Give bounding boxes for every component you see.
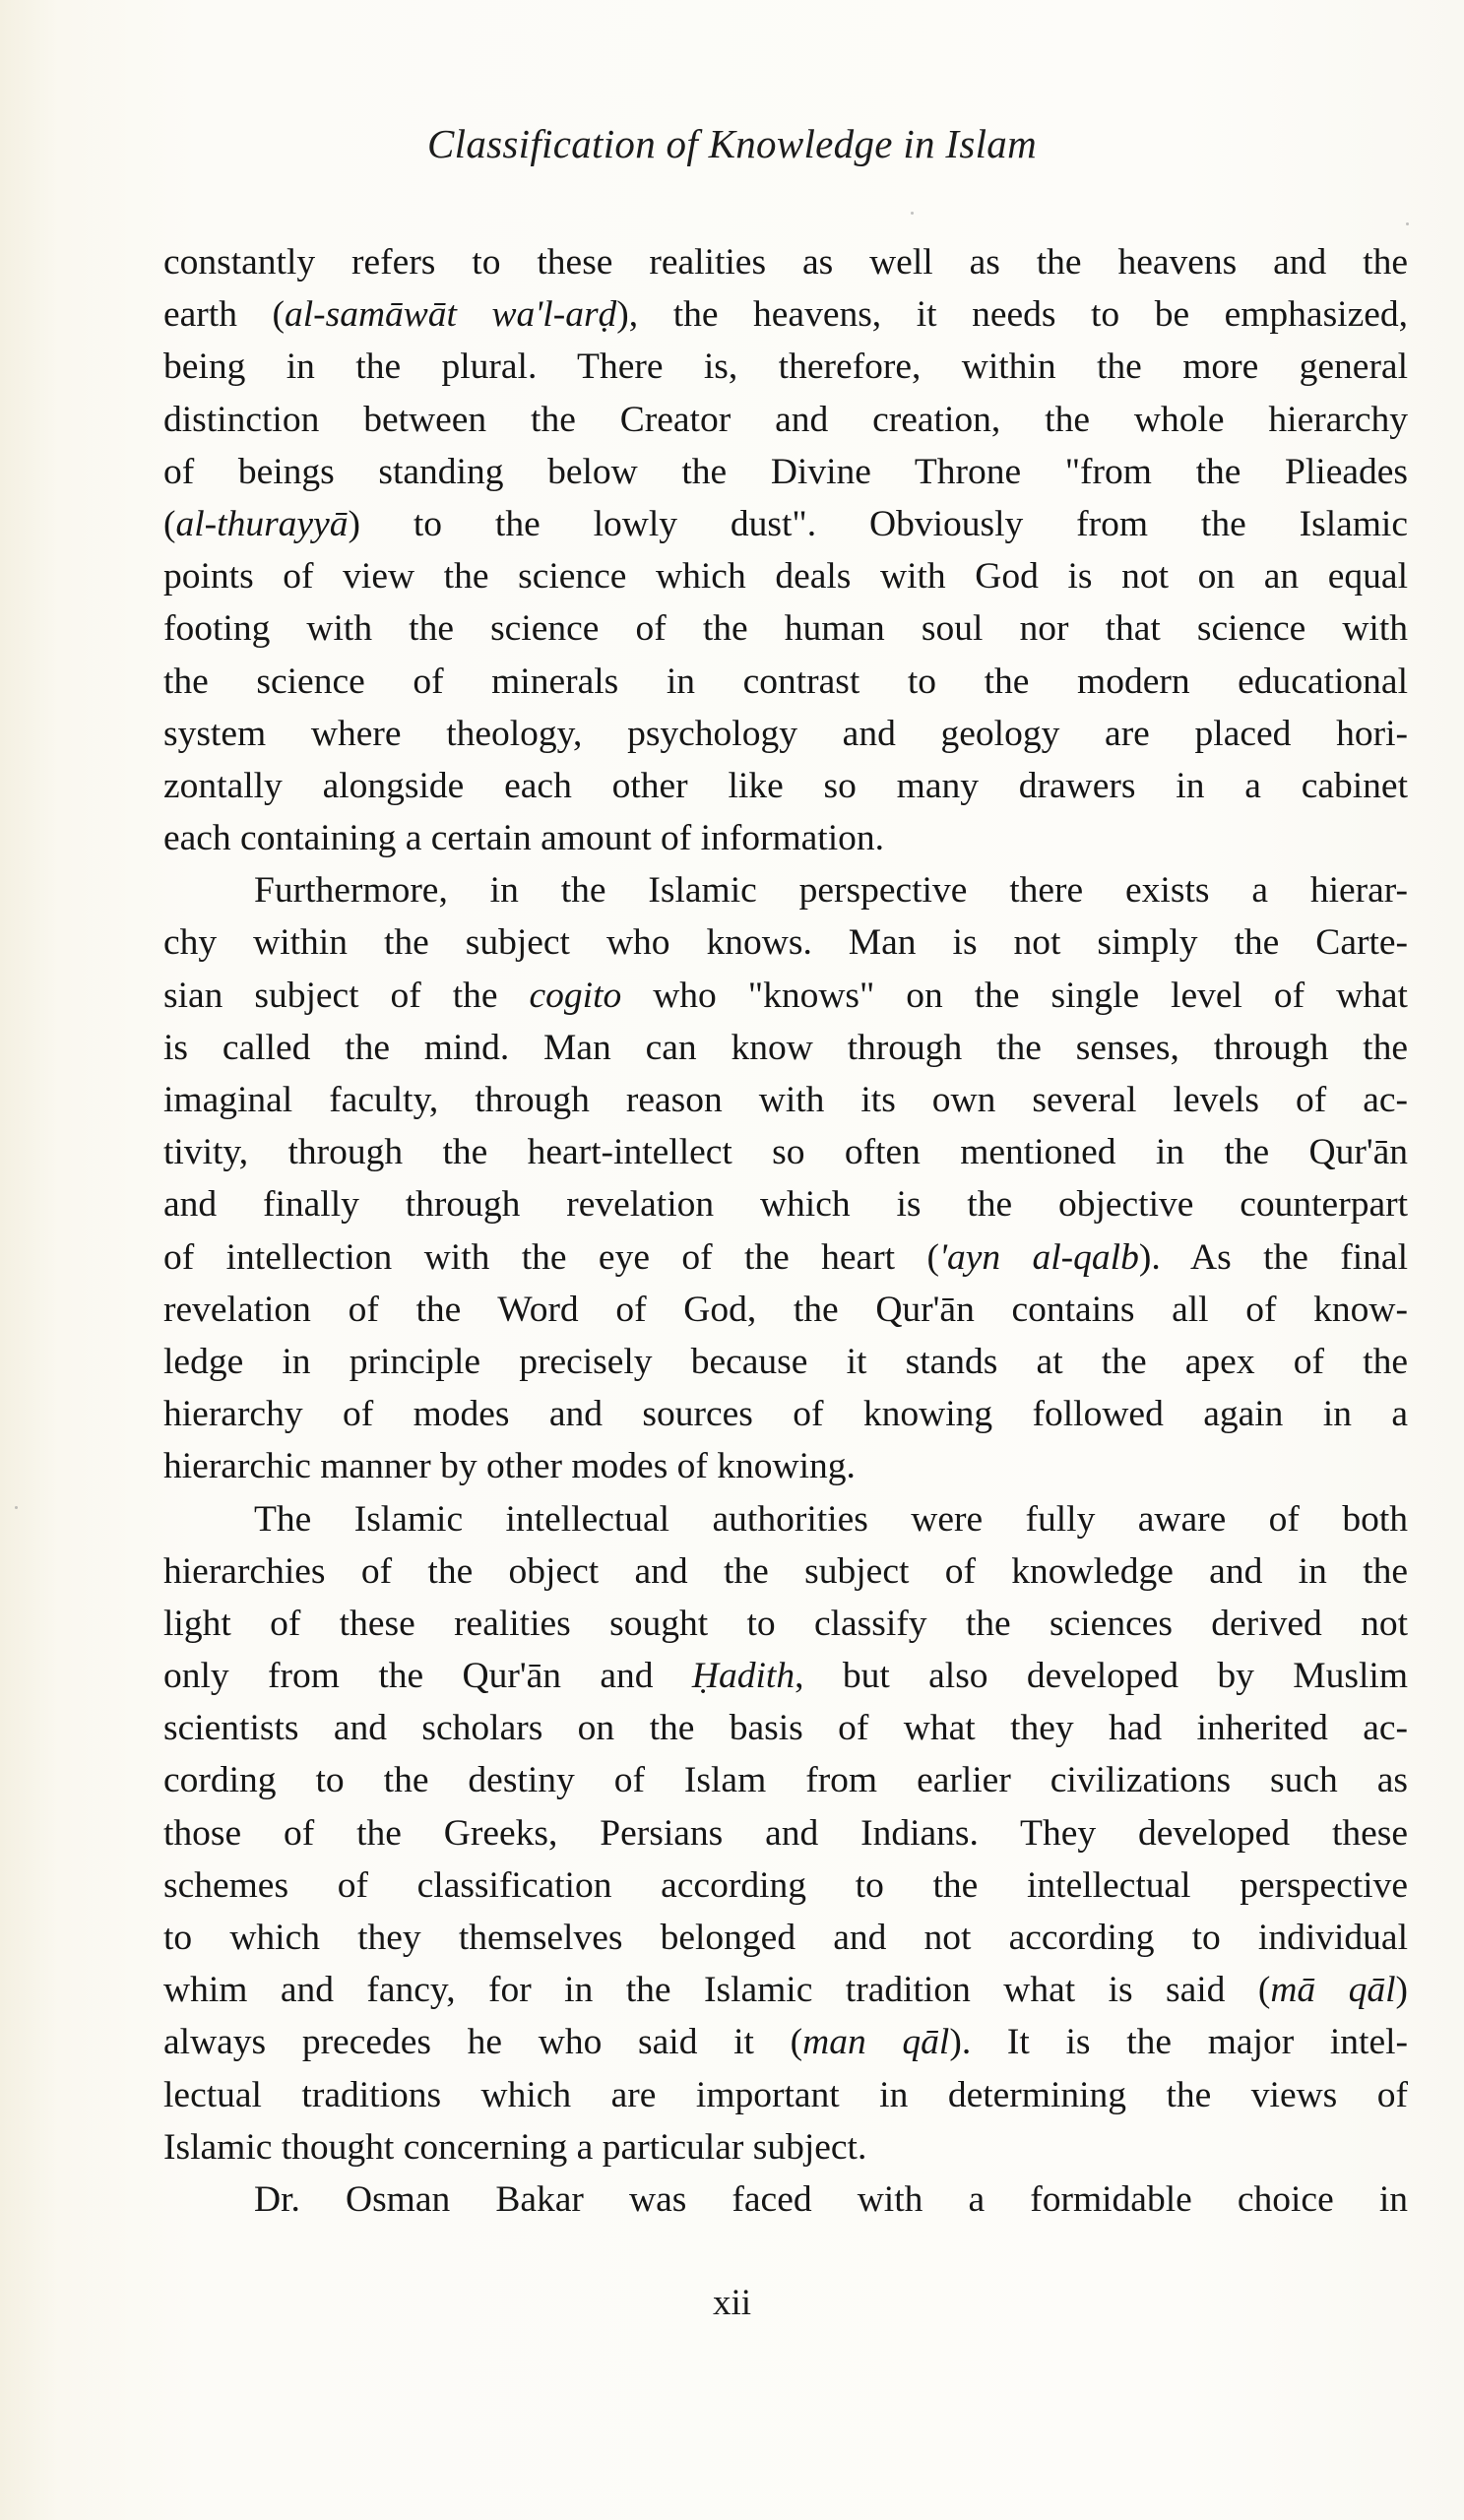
text-segment: cording to the destiny of Islam from earlier civilizations such as bbox=[163, 1760, 1408, 1801]
text-line bbox=[163, 656, 1408, 708]
italic-term: al-samāwāt wa'l-arḍ bbox=[284, 294, 617, 336]
text-line bbox=[163, 1284, 1408, 1336]
text-segment: sian subject of the bbox=[163, 975, 530, 1016]
text-line bbox=[163, 550, 1408, 602]
text-line bbox=[163, 708, 1408, 760]
text-line bbox=[163, 1440, 1408, 1492]
text-segment: and finally through revelation which is the objective counterpart bbox=[163, 1184, 1408, 1226]
page-number: xii bbox=[712, 2283, 752, 2323]
text-line bbox=[163, 760, 1408, 812]
text-segment: The Islamic intellectual authorities were fully aware of both bbox=[254, 1498, 1408, 1540]
text-line bbox=[163, 394, 1408, 446]
text-line bbox=[163, 970, 1408, 1022]
text-segment: zontally alongside each other like so many drawers in a cabinet bbox=[163, 765, 1408, 806]
italic-term: 'ayn al-qalb bbox=[938, 1236, 1139, 1278]
italic-term: man qāl bbox=[802, 2022, 950, 2063]
text-line bbox=[163, 236, 1408, 288]
text-line bbox=[163, 1388, 1408, 1440]
text-line bbox=[163, 2121, 1408, 2174]
text-segment: ) to the lowly dust". Obviously from the Islamic bbox=[348, 503, 1408, 544]
text-line bbox=[163, 1650, 1408, 1702]
text-line bbox=[163, 1807, 1408, 1859]
text-segment: constantly refers to these realities as well as the heavens and the bbox=[163, 242, 1408, 283]
text-segment: tivity, through the heart-intellect so often mentioned in the Qur'ān bbox=[163, 1132, 1408, 1173]
text-line bbox=[163, 2069, 1408, 2121]
text-segment: hierarchies of the object and the subject of knowledge and in the bbox=[163, 1550, 1408, 1592]
text-segment: always precedes he who said it ( bbox=[163, 2022, 803, 2063]
paragraph-first-line bbox=[163, 2174, 1408, 2226]
running-header: Classification of Knowledge in Islam bbox=[427, 121, 1037, 166]
text-segment: being in the plural. There is, therefore, within the more general bbox=[163, 346, 1408, 388]
text-line bbox=[163, 1545, 1408, 1598]
text-line bbox=[163, 1178, 1408, 1230]
text-segment: ), the heavens, it needs to be emphasized, bbox=[616, 294, 1408, 336]
text-segment: ledge in principle precisely because it stands at the apex of the bbox=[163, 1341, 1408, 1382]
text-segment: chy within the subject who knows. Man is not simply the Carte- bbox=[163, 922, 1408, 964]
text-segment: earth ( bbox=[163, 294, 285, 336]
text-line bbox=[163, 1859, 1408, 1912]
text-segment: revelation of the Word of God, the Qur'ān contains all of know- bbox=[163, 1289, 1408, 1330]
text-line bbox=[163, 916, 1408, 969]
text-segment: those of the Greeks, Persians and Indians. They developed these bbox=[163, 1812, 1408, 1854]
scan-speck bbox=[1406, 222, 1409, 225]
text-segment: the science of minerals in contrast to the modern educational bbox=[163, 661, 1408, 702]
text-segment: hierarchy of modes and sources of knowing followed again in a bbox=[163, 1394, 1408, 1435]
text-line bbox=[163, 1912, 1408, 1964]
italic-term: cogito bbox=[529, 975, 622, 1016]
text-segment: points of view the science which deals with God is not on an equal bbox=[163, 556, 1408, 598]
text-line bbox=[163, 1964, 1408, 2016]
text-line bbox=[163, 1126, 1408, 1178]
text-segment: ) bbox=[1395, 1970, 1408, 2011]
text-segment: system where theology, psychology and geology are placed hori- bbox=[163, 713, 1408, 754]
text-line bbox=[163, 1702, 1408, 1754]
text-line bbox=[163, 1598, 1408, 1650]
text-segment: distinction between the Creator and creation, the whole hierarchy bbox=[163, 399, 1408, 440]
text-segment: Dr. Osman Bakar was faced with a formidable choice in bbox=[254, 2178, 1408, 2220]
text-line bbox=[163, 341, 1408, 393]
paragraph-first-line bbox=[163, 864, 1408, 916]
text-line bbox=[163, 288, 1408, 341]
text-line bbox=[163, 446, 1408, 498]
scan-speck bbox=[15, 1506, 18, 1509]
text-segment: Furthermore, in the Islamic perspective there exists a hierar- bbox=[254, 870, 1408, 912]
text-segment: ( bbox=[163, 503, 176, 544]
text-segment: , but also developed by Muslim bbox=[795, 1656, 1408, 1697]
text-line bbox=[163, 1231, 1408, 1284]
text-line bbox=[163, 1074, 1408, 1126]
text-segment: lectual traditions which are important in determining the views of bbox=[163, 2074, 1408, 2115]
text-segment: ). As the final bbox=[1138, 1236, 1408, 1278]
text-line bbox=[163, 602, 1408, 655]
text-segment: hierarchic manner by other modes of knowing. bbox=[163, 1446, 856, 1487]
text-segment: each containing a certain amount of information. bbox=[163, 818, 885, 859]
italic-term: al-thurayyā bbox=[175, 503, 349, 544]
italic-term: mā qāl bbox=[1270, 1970, 1396, 2011]
scan-speck bbox=[911, 212, 914, 215]
text-line bbox=[163, 812, 1408, 864]
text-line bbox=[163, 498, 1408, 550]
body-text bbox=[163, 236, 1408, 2226]
text-segment: of intellection with the eye of the heart ( bbox=[163, 1236, 939, 1278]
text-segment: only from the Qur'ān and bbox=[163, 1656, 692, 1697]
text-segment: imaginal faculty, through reason with its own several levels of ac- bbox=[163, 1080, 1408, 1120]
text-segment: scientists and scholars on the basis of what they had inherited ac- bbox=[163, 1708, 1408, 1749]
text-segment: light of these realities sought to classify the sciences derived not bbox=[163, 1603, 1408, 1644]
text-line bbox=[163, 1336, 1408, 1388]
paragraph-first-line bbox=[163, 1493, 1408, 1545]
text-segment: Islamic thought concerning a particular subject. bbox=[163, 2126, 867, 2168]
text-segment: who "knows" on the single level of what bbox=[621, 975, 1408, 1016]
text-segment: whim and fancy, for in the Islamic tradition what is said ( bbox=[163, 1970, 1271, 2011]
text-segment: footing with the science of the human soul nor that science with bbox=[163, 608, 1408, 650]
text-segment: to which they themselves belonged and not according to individual bbox=[163, 1918, 1408, 1958]
text-segment: of beings standing below the Divine Throne "from the Plieades bbox=[163, 451, 1408, 492]
text-line bbox=[163, 1022, 1408, 1074]
italic-term: Ḥadith bbox=[691, 1656, 796, 1697]
text-segment: ). It is the major intel- bbox=[949, 2022, 1409, 2063]
text-segment: is called the mind. Man can know through the senses, through the bbox=[163, 1027, 1408, 1068]
text-line bbox=[163, 2016, 1408, 2068]
text-segment: schemes of classification according to the intellectual perspective bbox=[163, 1864, 1408, 1906]
text-line bbox=[163, 1754, 1408, 1806]
